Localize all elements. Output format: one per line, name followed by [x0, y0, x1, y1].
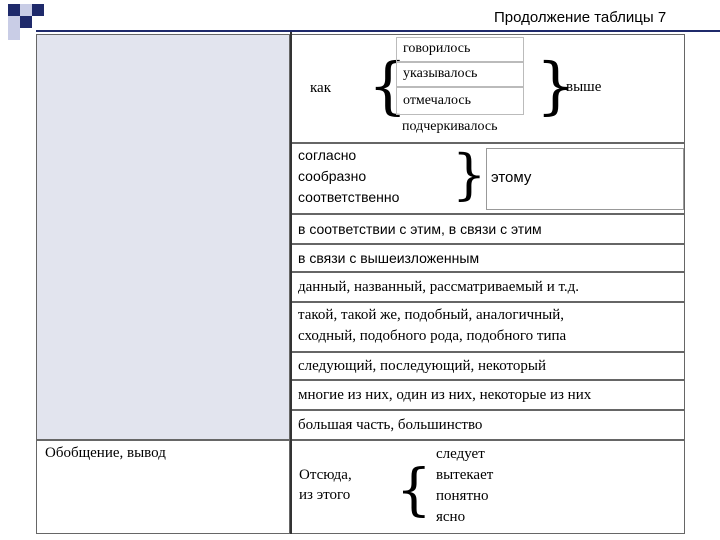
decor-square-1: [8, 4, 20, 16]
row-3: [291, 214, 685, 244]
word-otsyuda: Отсюда,: [299, 467, 352, 483]
left-column-empty: [36, 34, 290, 440]
decor-square-5: [20, 16, 32, 28]
table-caption: Продолжение таблицы 7: [494, 9, 667, 26]
row-9: [291, 410, 685, 440]
right-brace: }: [536, 49, 576, 122]
verb-1: говорилось: [403, 41, 471, 56]
word-yasno: ясно: [436, 509, 466, 525]
word-vytekaet: вытекает: [436, 467, 494, 483]
word-sleduet: следует: [436, 446, 485, 462]
decor-square-2: [20, 4, 32, 16]
word-vyshe: выше: [566, 79, 602, 95]
row-block-1: [291, 34, 685, 143]
etomu-cell: [486, 148, 684, 210]
header-divider: [36, 30, 720, 32]
row-text-6b: сходный, подобного рода, подобного типа: [298, 328, 567, 344]
row-last: [291, 440, 685, 534]
word-ponyatno: понятно: [436, 488, 489, 504]
left-brace: {: [368, 49, 408, 122]
verb-cell-3: [396, 87, 524, 115]
row-6: [291, 302, 685, 352]
row-text-5: данный, названный, рассматриваемый и т.д.: [298, 279, 580, 295]
row-text-4: в связи с вышеизложенным: [298, 250, 480, 266]
row-text-9: большая часть, большинство: [298, 417, 483, 433]
verb-cell-1: [396, 37, 524, 62]
word-soobrazno: сообразно: [298, 168, 367, 184]
verb-3: отмечалось: [403, 93, 471, 108]
vertical-guide: [290, 32, 292, 534]
row-text-7: следующий, последующий, некоторый: [298, 358, 546, 374]
decor-square-3: [32, 4, 44, 16]
block2-brace: }: [452, 143, 487, 206]
word-kak: как: [310, 80, 332, 96]
conclusion-label: Обобщение, вывод: [45, 445, 166, 461]
verb-cell-2: [396, 62, 524, 87]
row-5: [291, 272, 685, 302]
verb-4: подчеркивалось: [402, 119, 498, 134]
last-brace: {: [396, 458, 432, 523]
decor-square-6: [8, 28, 20, 40]
word-etomu: этому: [491, 169, 532, 186]
row-4: [291, 244, 685, 272]
row-block-2: [291, 143, 685, 214]
row-text-3: в соответствии с этим, в связи с этим: [298, 221, 542, 237]
row-text-6a: такой, такой же, подобный, аналогичный,: [298, 307, 565, 323]
row-text-8: многие из них, один из них, некоторые из них: [298, 387, 592, 403]
verb-2: указывалось: [403, 66, 478, 81]
word-sootvetstvenno: соответственно: [298, 189, 400, 205]
row-8: [291, 380, 685, 410]
left-column-conclusion: [36, 440, 290, 534]
row-7: [291, 352, 685, 380]
word-iz-etogo: из этого: [299, 487, 351, 503]
decor-square-4: [8, 16, 20, 28]
word-soglasno: согласно: [298, 147, 357, 163]
